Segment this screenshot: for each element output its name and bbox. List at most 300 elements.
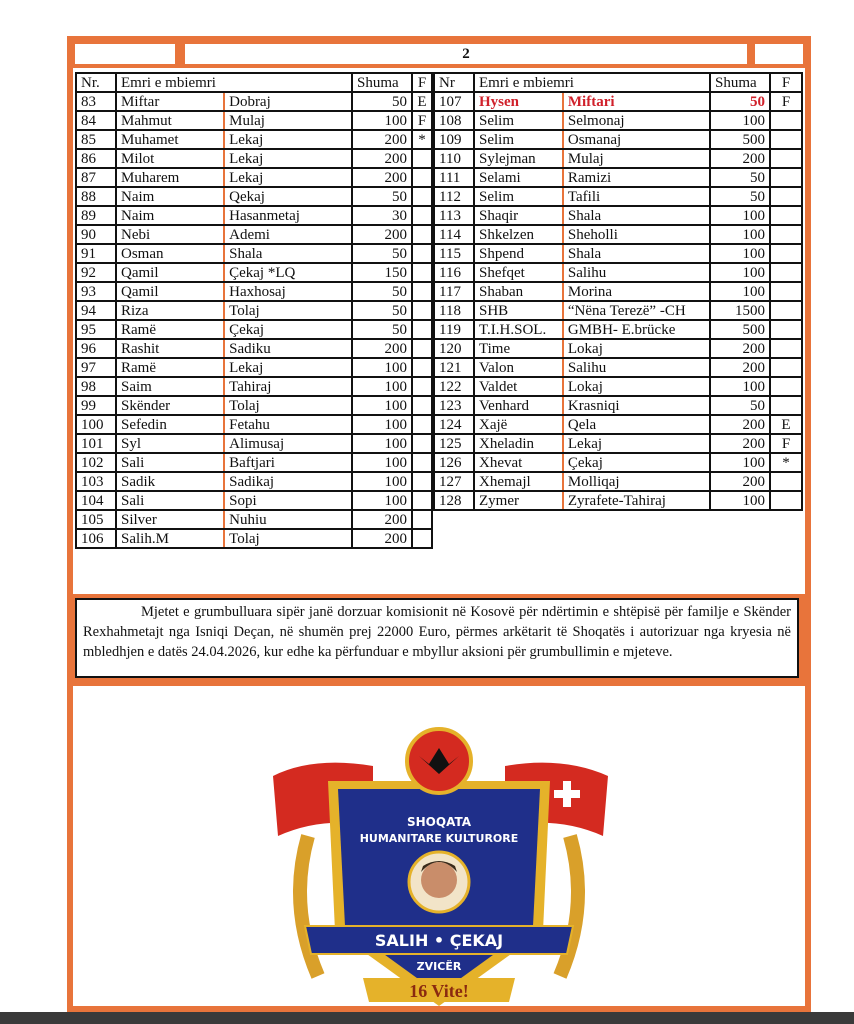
row-first-name: Sali [116,491,224,510]
row-last-name: Çekaj [563,453,710,472]
row-last-name: Çekaj [224,320,352,339]
row-first-name: Qamil [116,282,224,301]
row-nr: 127 [434,472,474,491]
row-nr: 86 [76,149,116,168]
row-first-name: Sadik [116,472,224,491]
row-flag [412,358,432,377]
swiss-cross-h [554,790,580,798]
row-first-name: Selim [474,111,563,130]
donor-tables [73,72,805,597]
row-last-name: Lekaj [563,434,710,453]
row-nr: 102 [76,453,116,472]
row-nr: 85 [76,130,116,149]
row-first-name: Time [474,339,563,358]
table-row [76,263,432,282]
row-first-name: Muharem [116,168,224,187]
row-first-name: Muhamet [116,130,224,149]
logo-area [73,686,805,1006]
row-last-name: Fetahu [224,415,352,434]
row-first-name: Sefedin [116,415,224,434]
row-flag: F [412,111,432,130]
table-row [434,149,802,168]
row-last-name: Selmonaj [563,111,710,130]
row-first-name: Qamil [116,263,224,282]
association-logo [73,686,805,1006]
row-flag [770,168,802,187]
row-first-name: Saim [116,377,224,396]
row-amount: 200 [710,339,770,358]
table-row [434,225,802,244]
row-last-name: Alimusaj [224,434,352,453]
row-last-name: Salihu [563,358,710,377]
row-flag [770,491,802,510]
row-flag: * [770,453,802,472]
row-amount: 30 [352,206,412,225]
row-nr: 119 [434,320,474,339]
row-last-name: Tolaj [224,301,352,320]
donor-table-left [75,72,433,549]
row-first-name: Shkelzen [474,225,563,244]
row-nr: 112 [434,187,474,206]
row-first-name: Shaban [474,282,563,301]
row-nr: 122 [434,377,474,396]
row-first-name: Sylejman [474,149,563,168]
row-first-name: Xhemajl [474,472,563,491]
row-nr: 93 [76,282,116,301]
row-nr: 92 [76,263,116,282]
row-first-name: Valon [474,358,563,377]
table-row [76,282,432,301]
logo-name: SALIH • ÇEKAJ [374,931,504,950]
table-row [76,111,432,130]
row-amount: 500 [710,130,770,149]
row-last-name: “Nëna Terezë” -CH [563,301,710,320]
table-row [76,149,432,168]
row-amount: 100 [352,111,412,130]
row-nr: 124 [434,415,474,434]
table-row [434,187,802,206]
table-row [434,263,802,282]
col-flag: F [770,73,802,92]
row-flag [412,491,432,510]
col-flag: F [412,73,432,92]
row-last-name: Krasniqi [563,396,710,415]
table-row [434,206,802,225]
table-row [434,377,802,396]
row-amount: 200 [710,358,770,377]
table-row [434,358,802,377]
row-flag: E [412,92,432,111]
table-row [434,453,802,472]
row-nr: 96 [76,339,116,358]
closing-paragraph: Mjetet e grumbulluara sipër janë dorzuar komisionit në Kosovë për ndërtimin e shtëpisë për familje e Skënder Rexhahmetajt nga Isniqi Deçan, në shumën prej 22000 Euro, përmes arkëtarit të Shoqatës i autorizuar nga kryesia në mbledhjen e datës 24.04.2026, kur edhe ka përfunduar e mbyllur aksioni për grumbullimin e mjeteve. [75,598,799,678]
row-flag [412,472,432,491]
row-last-name: Tafili [563,187,710,206]
table-row [76,130,432,149]
col-nr: Nr. [76,73,116,92]
row-nr: 83 [76,92,116,111]
table-row [434,92,802,111]
table-row [434,396,802,415]
row-nr: 109 [434,130,474,149]
row-last-name: Dobraj [224,92,352,111]
row-nr: 100 [76,415,116,434]
row-amount: 100 [710,491,770,510]
row-first-name: Skënder [116,396,224,415]
row-flag [412,168,432,187]
row-first-name: Selami [474,168,563,187]
row-amount: 100 [710,263,770,282]
row-last-name: Lokaj [563,377,710,396]
row-amount: 100 [710,111,770,130]
row-flag [412,415,432,434]
row-first-name: Xheladin [474,434,563,453]
row-nr: 107 [434,92,474,111]
row-first-name: Miftar [116,92,224,111]
row-first-name: Selim [474,187,563,206]
row-first-name: Nebi [116,225,224,244]
row-flag [770,111,802,130]
header-cell-right [755,44,803,64]
row-last-name: Ademi [224,225,352,244]
table-row [434,339,802,358]
row-first-name: Shpend [474,244,563,263]
row-first-name: Xajë [474,415,563,434]
table-row [76,301,432,320]
row-flag [412,510,432,529]
row-last-name: Qekaj [224,187,352,206]
row-last-name: Molliqaj [563,472,710,491]
table-row [76,377,432,396]
row-amount: 100 [710,282,770,301]
row-nr: 98 [76,377,116,396]
row-amount: 100 [710,453,770,472]
row-last-name: Lekaj [224,168,352,187]
table-row [434,111,802,130]
row-flag [770,339,802,358]
row-last-name: Salihu [563,263,710,282]
row-nr: 84 [76,111,116,130]
row-amount: 50 [352,282,412,301]
row-amount: 200 [352,168,412,187]
row-amount: 50 [352,187,412,206]
row-flag [770,187,802,206]
table-row [76,472,432,491]
row-nr: 126 [434,453,474,472]
row-first-name: Riza [116,301,224,320]
row-last-name: Lokaj [563,339,710,358]
row-amount: 100 [710,244,770,263]
row-first-name: Ramë [116,320,224,339]
row-flag [412,396,432,415]
row-flag [770,396,802,415]
row-last-name: Sopi [224,491,352,510]
table-row [434,472,802,491]
row-last-name: Mulaj [224,111,352,130]
row-amount: 50 [352,320,412,339]
row-amount: 50 [710,168,770,187]
table-row [434,244,802,263]
row-nr: 110 [434,149,474,168]
table-row [76,168,432,187]
row-last-name: Zyrafete-Tahiraj [563,491,710,510]
row-amount: 100 [352,472,412,491]
row-last-name: Qela [563,415,710,434]
logo-country: ZVICËR [416,960,462,973]
row-nr: 91 [76,244,116,263]
document-page [67,36,811,1012]
row-amount: 50 [710,92,770,111]
row-nr: 125 [434,434,474,453]
row-last-name: Osmanaj [563,130,710,149]
row-flag [770,206,802,225]
row-first-name: Valdet [474,377,563,396]
bottom-bar [0,1012,854,1024]
header-bar [73,42,805,68]
row-flag [770,472,802,491]
table-row [76,396,432,415]
donor-table-right [433,72,803,511]
logo-line1: SHOQATA [407,815,471,829]
row-amount: 100 [352,434,412,453]
row-amount: 50 [710,396,770,415]
row-last-name: Morina [563,282,710,301]
row-flag [412,339,432,358]
row-amount: 200 [352,529,412,548]
table-row [76,415,432,434]
row-last-name: Nuhiu [224,510,352,529]
row-first-name: Syl [116,434,224,453]
row-flag [412,263,432,282]
row-amount: 100 [352,453,412,472]
row-amount: 100 [352,358,412,377]
row-last-name: Hasanmetaj [224,206,352,225]
row-first-name: SHB [474,301,563,320]
col-name: Emri e mbiemri [474,73,710,92]
table-row [76,358,432,377]
row-first-name: Selim [474,130,563,149]
row-last-name: Shala [563,244,710,263]
row-last-name: Ramizi [563,168,710,187]
row-nr: 90 [76,225,116,244]
row-nr: 128 [434,491,474,510]
row-amount: 200 [710,472,770,491]
row-first-name: Naim [116,187,224,206]
row-flag [770,320,802,339]
table-row [434,168,802,187]
row-last-name: Lekaj [224,149,352,168]
row-nr: 115 [434,244,474,263]
row-flag [412,225,432,244]
row-amount: 150 [352,263,412,282]
row-nr: 104 [76,491,116,510]
row-nr: 113 [434,206,474,225]
row-flag [770,225,802,244]
row-flag [412,244,432,263]
row-nr: 118 [434,301,474,320]
portrait-face [421,862,457,898]
row-first-name: Shefqet [474,263,563,282]
table-row [434,415,802,434]
row-flag [412,453,432,472]
table-row [76,529,432,548]
row-amount: 200 [710,434,770,453]
table-row [76,491,432,510]
row-amount: 100 [352,415,412,434]
row-amount: 50 [352,92,412,111]
table-row [434,282,802,301]
table-row [76,320,432,339]
row-amount: 200 [710,149,770,168]
row-last-name: Sheholli [563,225,710,244]
row-nr: 108 [434,111,474,130]
row-first-name: Xhevat [474,453,563,472]
row-first-name: Venhard [474,396,563,415]
row-flag [770,263,802,282]
row-flag [770,282,802,301]
table-row [434,301,802,320]
row-flag [412,377,432,396]
logo-years: 16 Vite! [409,981,469,1001]
table-row [434,491,802,510]
row-flag [770,301,802,320]
table-header-row [76,73,432,92]
table-row [76,339,432,358]
row-amount: 200 [710,415,770,434]
row-amount: 200 [352,149,412,168]
table-row [76,244,432,263]
row-last-name: Baftjari [224,453,352,472]
row-last-name: Tolaj [224,529,352,548]
row-last-name: Lekaj [224,130,352,149]
row-last-name: GMBH- E.brücke [563,320,710,339]
row-nr: 106 [76,529,116,548]
row-flag [412,282,432,301]
row-nr: 103 [76,472,116,491]
row-last-name: Çekaj *LQ [224,263,352,282]
row-nr: 88 [76,187,116,206]
row-first-name: Shaqir [474,206,563,225]
row-first-name: Salih.M [116,529,224,548]
row-amount: 50 [352,301,412,320]
row-amount: 100 [710,225,770,244]
row-last-name: Lekaj [224,358,352,377]
table-row [76,434,432,453]
row-nr: 101 [76,434,116,453]
page-inner [73,42,805,1006]
col-name: Emri e mbiemri [116,73,352,92]
row-amount: 100 [710,206,770,225]
row-amount: 50 [352,244,412,263]
row-amount: 100 [352,491,412,510]
row-flag [770,377,802,396]
row-nr: 116 [434,263,474,282]
table-row [76,510,432,529]
row-amount: 200 [352,130,412,149]
row-nr: 95 [76,320,116,339]
row-flag [770,130,802,149]
table-row [434,320,802,339]
row-last-name: Shala [224,244,352,263]
table-row [434,434,802,453]
row-flag [412,529,432,548]
row-flag [412,320,432,339]
row-flag [770,149,802,168]
row-amount: 200 [352,225,412,244]
row-first-name: Milot [116,149,224,168]
col-nr: Nr [434,73,474,92]
row-nr: 97 [76,358,116,377]
row-flag: E [770,415,802,434]
col-amount: Shuma [352,73,412,92]
row-amount: 100 [352,377,412,396]
table-row [76,225,432,244]
row-first-name: Hysen [474,92,563,111]
row-nr: 89 [76,206,116,225]
table-row [76,187,432,206]
row-nr: 114 [434,225,474,244]
row-last-name: Tahiraj [224,377,352,396]
row-nr: 117 [434,282,474,301]
row-flag [412,206,432,225]
row-first-name: Naim [116,206,224,225]
col-amount: Shuma [710,73,770,92]
row-last-name: Tolaj [224,396,352,415]
row-nr: 87 [76,168,116,187]
row-last-name: Shala [563,206,710,225]
row-amount: 1500 [710,301,770,320]
row-last-name: Sadikaj [224,472,352,491]
row-nr: 111 [434,168,474,187]
row-first-name: Osman [116,244,224,263]
row-first-name: Mahmut [116,111,224,130]
logo-line2: HUMANITARE KULTURORE [359,832,519,845]
row-nr: 121 [434,358,474,377]
header-cell-left [75,44,175,64]
row-amount: 200 [352,339,412,358]
row-amount: 200 [352,510,412,529]
row-amount: 500 [710,320,770,339]
row-first-name: Zymer [474,491,563,510]
table-row [434,130,802,149]
row-flag [770,358,802,377]
row-flag [412,301,432,320]
row-amount: 100 [352,396,412,415]
row-nr: 99 [76,396,116,415]
row-flag [770,244,802,263]
row-first-name: Sali [116,453,224,472]
row-last-name: Sadiku [224,339,352,358]
table-header-row [434,73,802,92]
page-number: 2 [185,44,747,64]
row-nr: 120 [434,339,474,358]
table-row [76,206,432,225]
row-nr: 123 [434,396,474,415]
row-flag [412,187,432,206]
row-nr: 94 [76,301,116,320]
row-flag [412,434,432,453]
row-last-name: Miftari [563,92,710,111]
row-last-name: Haxhosaj [224,282,352,301]
row-flag: F [770,92,802,111]
row-first-name: Rashit [116,339,224,358]
row-flag [412,149,432,168]
row-nr: 105 [76,510,116,529]
row-last-name: Mulaj [563,149,710,168]
table-row [76,453,432,472]
row-first-name: Silver [116,510,224,529]
row-first-name: T.I.H.SOL. [474,320,563,339]
